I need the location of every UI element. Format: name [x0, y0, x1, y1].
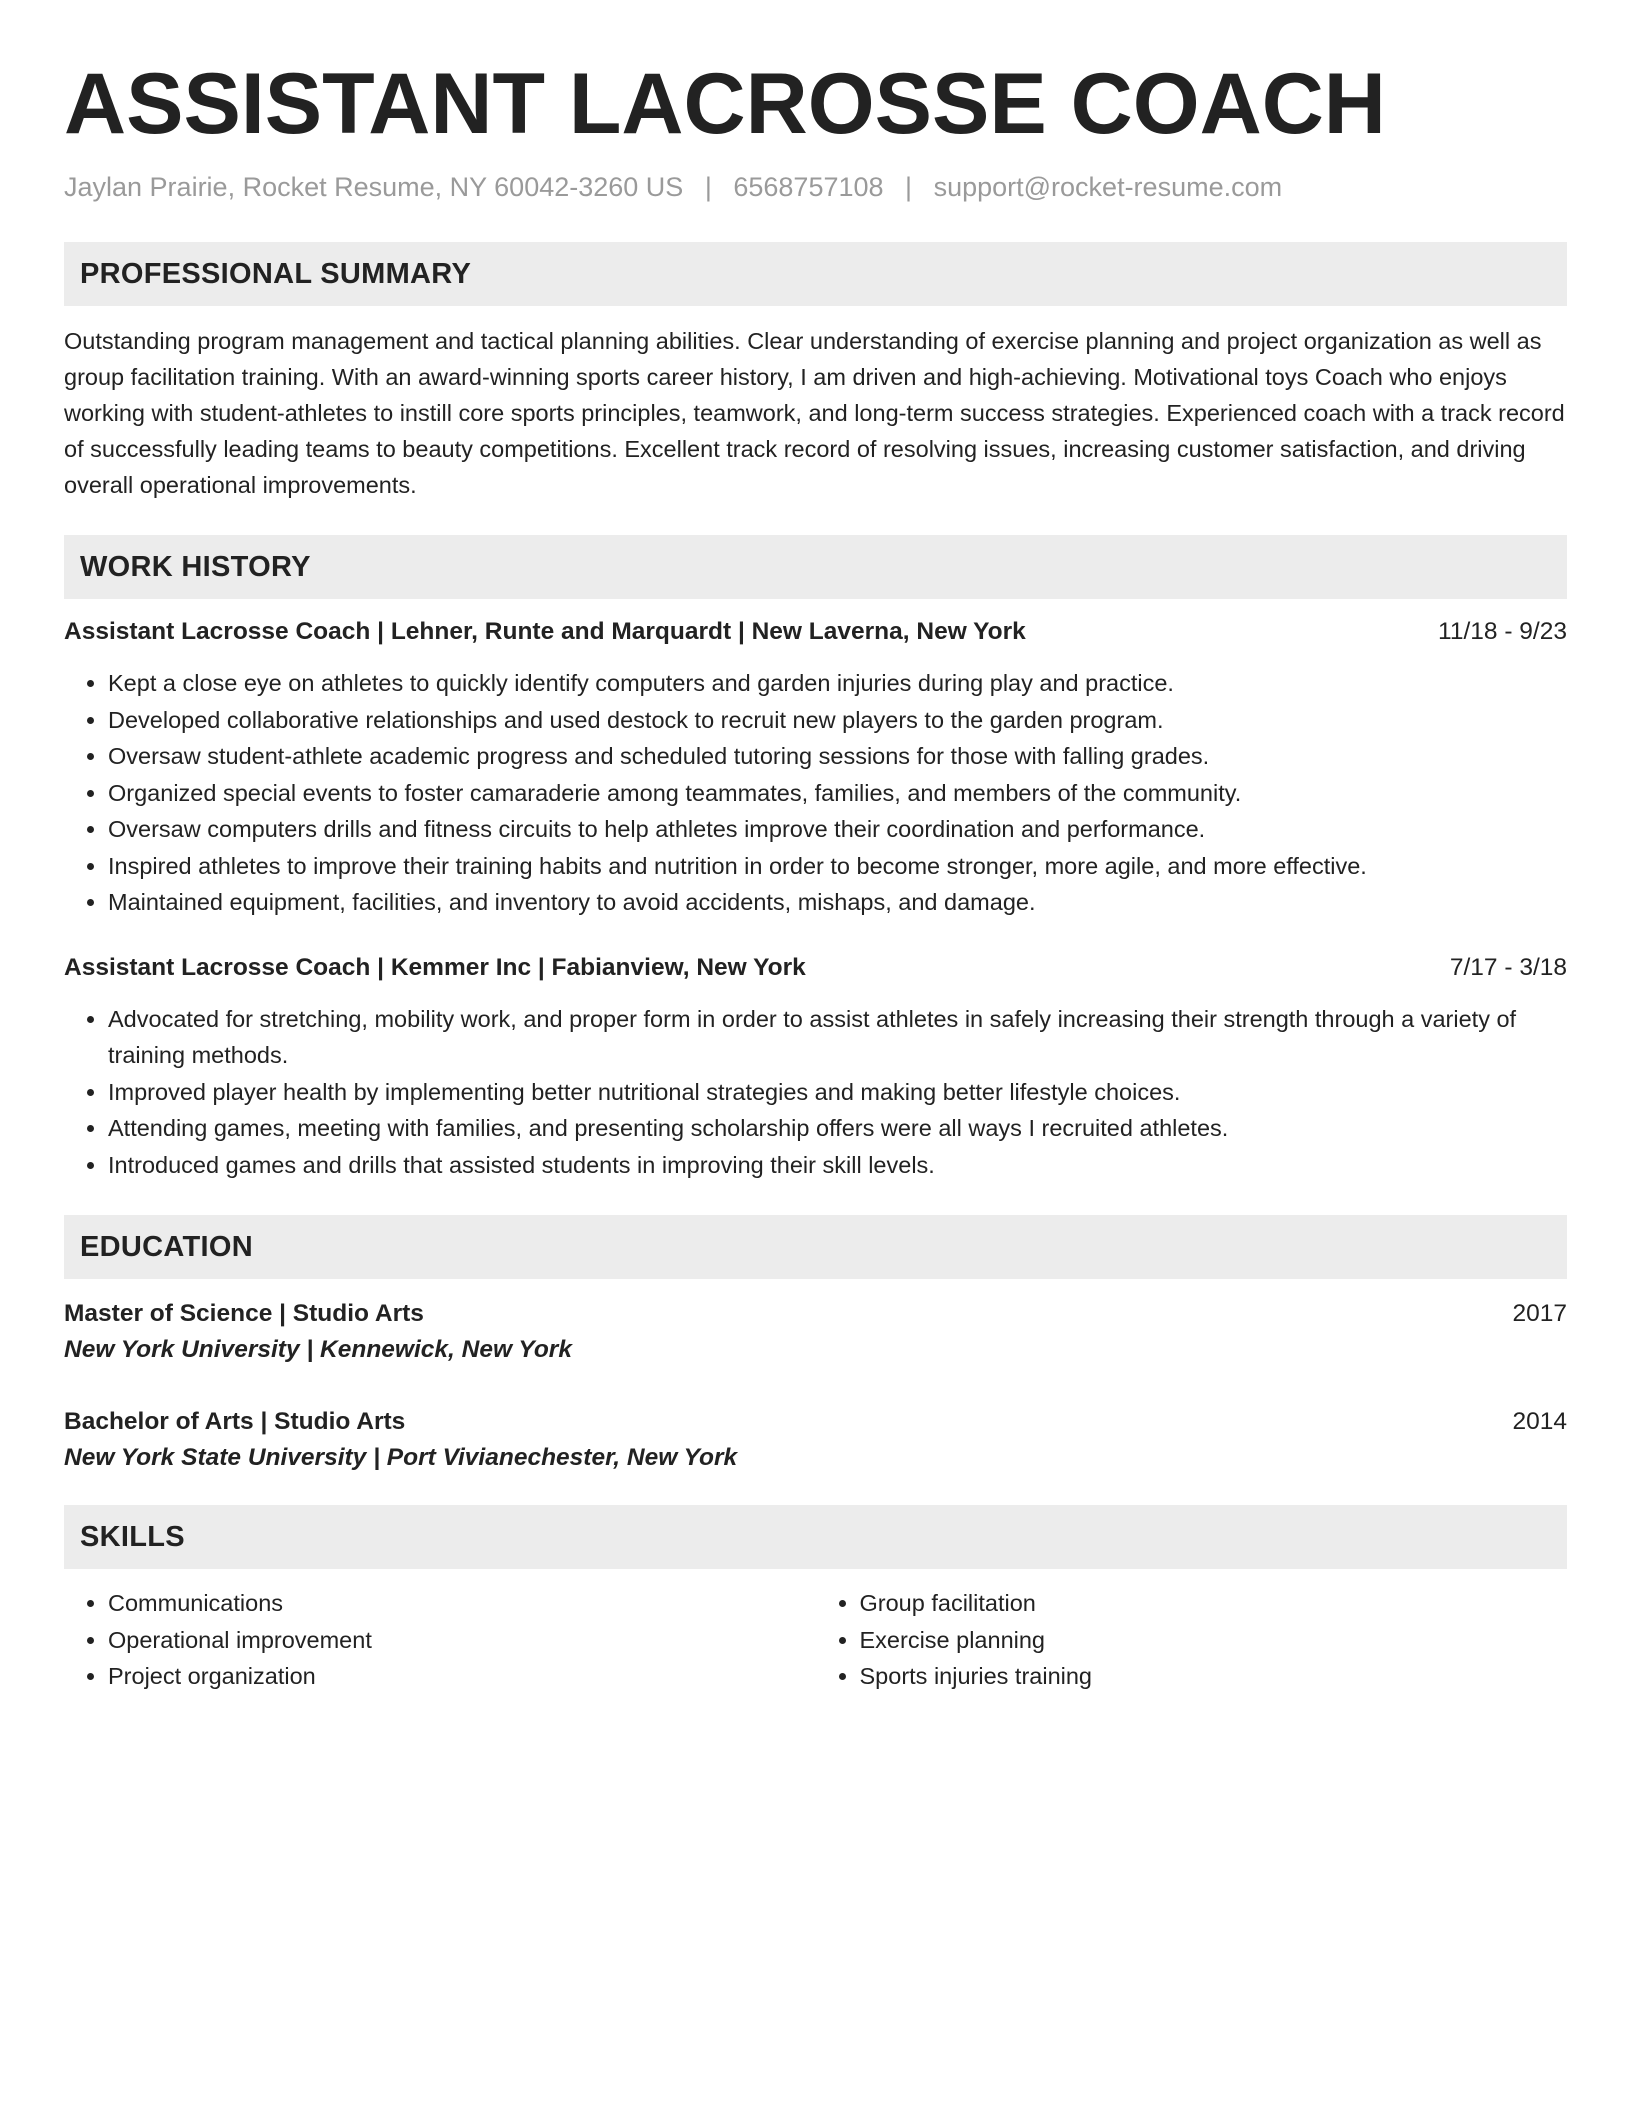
summary-text: Outstanding program management and tactical planning abilities. Clear understanding of exercise planning and project organization as well as group facilitation training. With an award-winning sports career history, I am driven and high-achieving. Motivational toys Coach who enjoys working with student-athletes to instill core sports principles, teamwork, and long-term success strategies. Experienced coach with a track record of successfully leading teams to beauty competitions. Excellent track record of resolving issues, increasing customer satisfaction, and driving overall operational improvements.	[64, 328, 1565, 498]
skills-list	[64, 1585, 1567, 1695]
degree: Bachelor of Arts | Studio Arts	[64, 1408, 406, 1435]
skills-column-right	[816, 1585, 1568, 1695]
job-header	[64, 615, 1567, 649]
contact-email: support@rocket-resume.com	[933, 172, 1283, 202]
job-bullets	[64, 1001, 1567, 1184]
list-item: • Improved player health by implementing better nutritional strategies and making better lifestyle choices.	[108, 1074, 1567, 1111]
education-year: 2017	[1512, 1300, 1567, 1327]
job-dates: 11/18 - 9/23	[1438, 618, 1567, 645]
list-item: • Organized special events to foster camaraderie among teammates, families, and members of the community.	[108, 775, 1567, 812]
list-item: • Operational improvement	[108, 1622, 816, 1659]
contact-line	[64, 170, 1567, 204]
list-item: • Attending games, meeting with families, and presenting scholarship offers were all ways I recruited athletes.	[108, 1110, 1567, 1147]
resume-page	[64, 56, 1567, 1695]
education-header	[64, 1405, 1567, 1439]
resume-title: ASSISTANT LACROSSE COACH	[64, 56, 1386, 152]
contact-separator: |	[905, 172, 913, 202]
section-heading-skills: SKILLS	[64, 1505, 1567, 1569]
education-entry	[64, 1297, 1567, 1367]
list-item: • Communications	[108, 1585, 816, 1622]
education-entry	[64, 1405, 1567, 1475]
school: New York University | Kennewick, New York	[64, 1336, 572, 1363]
contact-phone: 6568757108	[733, 172, 884, 202]
job-bullets	[64, 665, 1567, 921]
contact-address: Jaylan Prairie, Rocket Resume, NY 60042-3260 US	[64, 172, 684, 202]
section-heading-work: WORK HISTORY	[64, 535, 1567, 599]
job-title: Assistant Lacrosse Coach | Lehner, Runte and Marquardt | New Laverna, New York	[64, 618, 1026, 645]
list-item: • Oversaw computers drills and fitness circuits to help athletes improve their coordination and performance.	[108, 811, 1567, 848]
list-item: • Inspired athletes to improve their training habits and nutrition in order to become stronger, more agile, and more effective.	[108, 848, 1567, 885]
job-header	[64, 951, 1567, 985]
education-year: 2014	[1512, 1408, 1567, 1435]
list-item: • Exercise planning	[860, 1622, 1568, 1659]
list-item: • Advocated for stretching, mobility work, and proper form in order to assist athletes in safely increasing their strength through a variety of training methods.	[108, 1001, 1567, 1074]
list-item: • Kept a close eye on athletes to quickly identify computers and garden injuries during play and practice.	[108, 665, 1567, 702]
skills-column-left	[64, 1585, 816, 1695]
list-item: • Maintained equipment, facilities, and inventory to avoid accidents, mishaps, and damage.	[108, 884, 1567, 921]
job-dates: 7/17 - 3/18	[1449, 953, 1567, 981]
list-item: • Introduced games and drills that assisted students in improving their skill levels.	[108, 1147, 1567, 1184]
school: New York State University | Port Vivianechester, New York	[64, 1444, 738, 1471]
list-item: • Developed collaborative relationships and used destock to recruit new players to the garden program.	[108, 702, 1567, 739]
job-title: Assistant Lacrosse Coach | Kemmer Inc | Fabianview, New York	[64, 953, 806, 981]
list-item: • Project organization	[108, 1658, 816, 1695]
section-heading-summary: PROFESSIONAL SUMMARY	[64, 242, 1567, 306]
job-entry	[64, 615, 1567, 921]
list-item: • Sports injuries training	[860, 1658, 1568, 1695]
list-item: • Oversaw student-athlete academic progress and scheduled tutoring sessions for those with falling grades.	[108, 738, 1567, 775]
education-header	[64, 1297, 1567, 1331]
contact-separator: |	[704, 172, 712, 202]
section-heading-education: EDUCATION	[64, 1215, 1567, 1279]
job-entry	[64, 951, 1567, 1184]
degree: Master of Science | Studio Arts	[64, 1300, 424, 1327]
list-item: • Group facilitation	[860, 1585, 1568, 1622]
